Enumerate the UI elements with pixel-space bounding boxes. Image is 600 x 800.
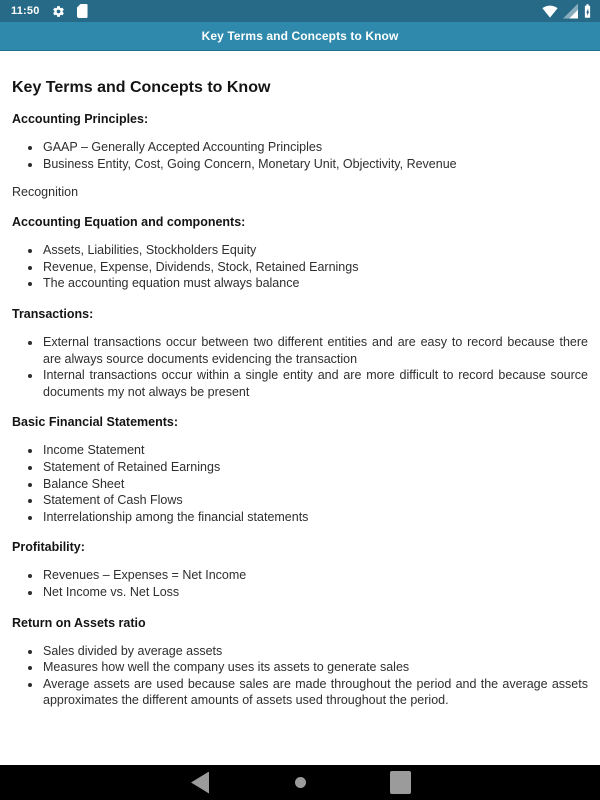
list-item: • Assets, Liabilities, Stockholders Equity — [42, 242, 588, 259]
section-accounting-equation — [12, 215, 588, 292]
status-bar-left — [8, 4, 88, 18]
bullet-list — [12, 139, 588, 172]
status-bar — [0, 0, 600, 22]
list-item: • Revenue, Expense, Dividends, Stock, Retained Earnings — [42, 259, 588, 276]
list-item: • Statement of Retained Earnings — [42, 459, 588, 476]
section-heading: Transactions: — [12, 306, 94, 321]
list-item: • Balance Sheet — [42, 476, 588, 493]
bullet-list — [12, 442, 588, 525]
paragraph-recognition: Recognition — [12, 185, 79, 200]
list-item: • Statement of Cash Flows — [42, 492, 588, 509]
bullet-list — [12, 334, 588, 400]
status-time: 11:50 — [11, 5, 40, 17]
list-item: • External transactions occur between two different entities and are easy to record because there are always source documents evidencing the transaction — [42, 334, 588, 367]
bullet-list — [12, 643, 588, 709]
section-heading: Profitability: — [12, 540, 85, 555]
list-item: • The accounting equation must always balance — [42, 275, 588, 292]
list-item: • Income Statement — [42, 442, 588, 459]
bullet-list — [12, 567, 588, 600]
status-bar-right — [542, 3, 592, 19]
home-icon — [295, 777, 306, 788]
back-button[interactable] — [170, 765, 230, 800]
list-item: • Interrelationship among the financial statements — [42, 509, 588, 526]
section-heading: Return on Assets ratio — [12, 615, 146, 630]
section-return-on-assets — [12, 616, 588, 709]
wifi-icon — [542, 5, 558, 18]
section-transactions — [12, 307, 588, 400]
recents-icon — [390, 771, 411, 794]
list-item: • GAAP – Generally Accepted Accounting Principles — [42, 139, 588, 156]
list-item: • Measures how well the company uses its assets to generate sales — [42, 659, 588, 676]
recents-button[interactable] — [370, 765, 430, 800]
section-basic-financial-statements — [12, 415, 588, 525]
list-item: • Average assets are used because sales are made throughout the period and the average assets approximates the different amounts of assets used throughout the period. — [42, 676, 588, 709]
battery-charging-icon — [583, 3, 592, 19]
navigation-bar — [0, 765, 600, 800]
list-item: • Net Income vs. Net Loss — [42, 584, 588, 601]
document-content[interactable] — [0, 52, 600, 765]
document-title: Key Terms and Concepts to Know — [12, 79, 271, 96]
list-item: • Revenues – Expenses = Net Income — [42, 567, 588, 584]
signal-icon — [563, 4, 578, 19]
section-heading: Basic Financial Statements: — [12, 415, 179, 430]
app-bar-title: Key Terms and Concepts to Know — [201, 29, 399, 43]
sim-card-icon — [77, 4, 88, 18]
app-bar — [0, 22, 600, 51]
gear-icon — [52, 5, 65, 18]
list-item: • Business Entity, Cost, Going Concern, Monetary Unit, Objectivity, Revenue — [42, 156, 588, 173]
section-heading: Accounting Principles: — [12, 112, 149, 126]
section-accounting-principles — [12, 112, 588, 200]
back-icon — [191, 772, 209, 794]
home-button[interactable] — [270, 765, 330, 800]
bullet-list — [12, 242, 588, 292]
section-profitability — [12, 540, 588, 600]
list-item: • Sales divided by average assets — [42, 643, 588, 660]
list-item: • Internal transactions occur within a single entity and are more difficult to record because source documents my not always be present — [42, 367, 588, 400]
section-heading: Accounting Equation and components: — [12, 215, 246, 230]
